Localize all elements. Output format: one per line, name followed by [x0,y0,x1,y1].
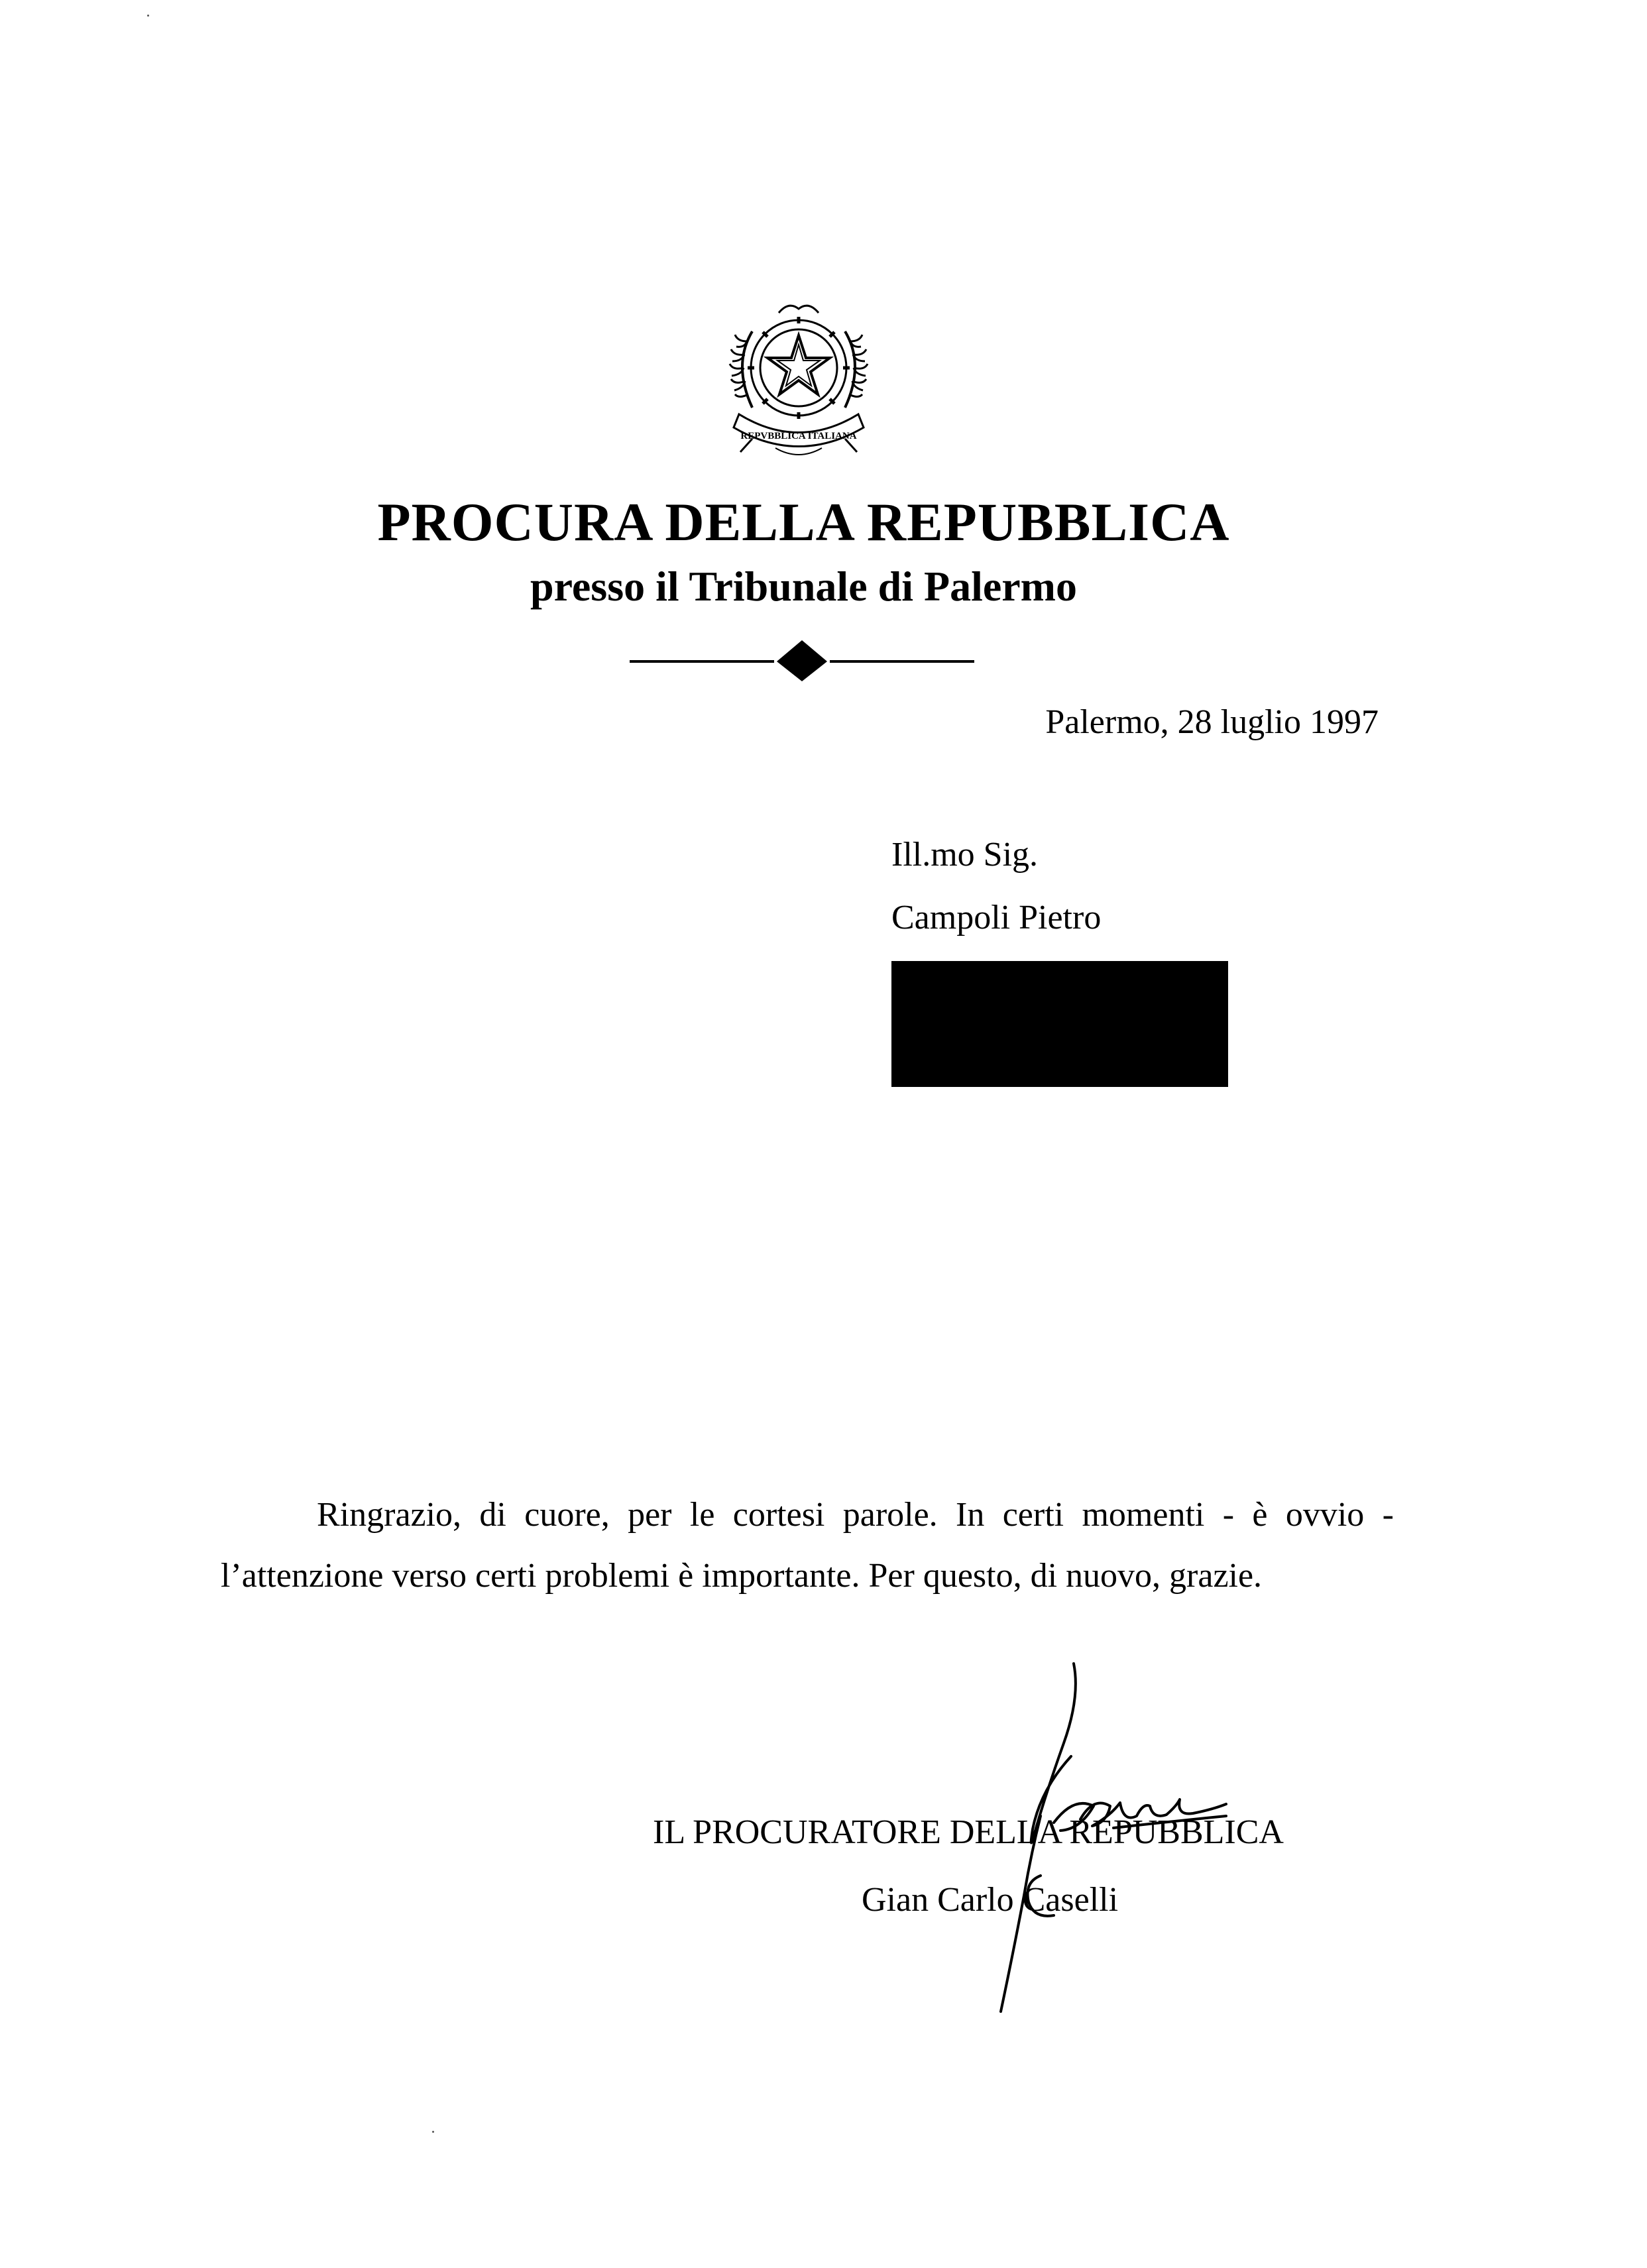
letter-date: Palermo, 28 luglio 1997 [1045,703,1379,741]
office-subtitle: presso il Tribunale di Palermo [530,563,1077,610]
signatory-role: IL PROCURATORE DELLA REPUBBLICA [653,1813,1284,1851]
redacted-address-block [891,961,1228,1087]
emblem-ribbon-text: REPVBBLICA ITALIANA [740,431,857,441]
handwritten-signature [881,1657,1253,2015]
office-title: PROCURA DELLA REPUBBLICA [377,492,1230,552]
recipient-salutation: Ill.mo Sig. [891,836,1039,874]
ornamental-divider [630,636,974,683]
scan-speck [147,15,149,17]
scan-speck [432,2131,434,2133]
italian-republic-emblem-icon [712,292,885,464]
recipient-name: Campoli Pietro [891,899,1102,936]
letter-body: Ringrazio, di cuore, per le cortesi parole. In certi momenti - è ovvio - l’attenzione verso certi problemi è importante. Per questo, di nuovo, grazie. [221,1496,1394,1595]
diamond-icon [777,640,827,681]
signatory-name: Gian Carlo Caselli [862,1881,1119,1919]
